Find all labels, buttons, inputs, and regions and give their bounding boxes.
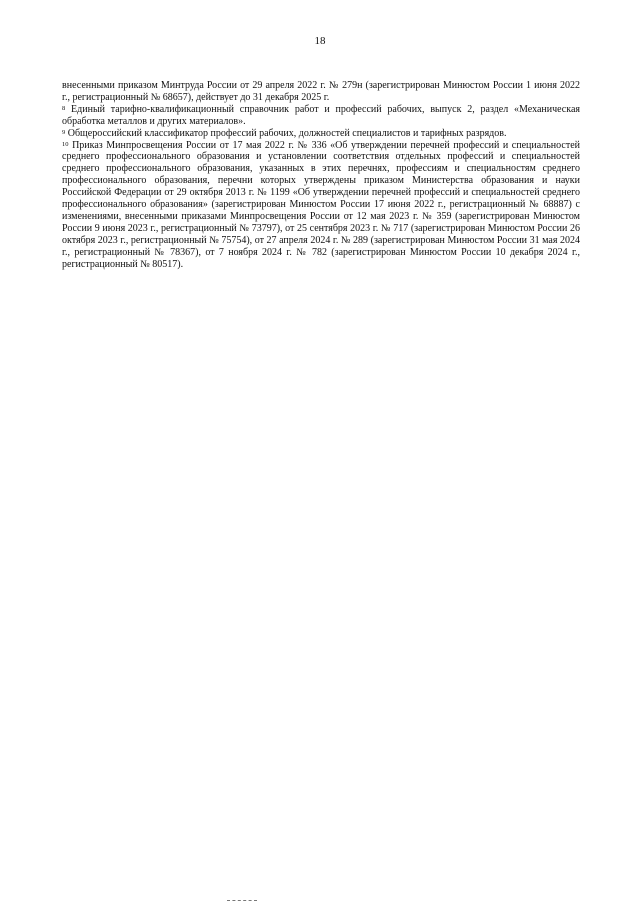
bottom-scan-mark bbox=[227, 900, 257, 902]
page-number: 18 bbox=[314, 35, 326, 47]
footnote-8 bbox=[62, 104, 580, 128]
footnotes-section bbox=[62, 80, 580, 271]
footnote-text: Приказ Минпросвещения России от 17 мая 2022 г. № 336 «Об утверждении перечней профессий и специальностей среднего профессионального образования и установлении соответствия отдельных профессий и специальностей среднего профессионального образования, указанных в этих перечнях, профессиям и специальностям среднего профессионального образования, перечни которых утверждены приказом Министерства образования и науки Российской Федерации от 29 октября 2013 г. № 1199 «Об утверждении перечней профессий и специальностей среднего профессионального образования» (зарегистрирован Минюстом России 17 июня 2022 г., регистрационный № 68887) с изменениями, внесенными приказами Минпросвещения России от 12 мая 2023 г. № 359 (зарегистрирован Минюстом России 9 июня 2023 г., регистрационный № 73797), от 25 сентября 2023 г. № 717 (зарегистрирован Минюстом России 26 октября 2023 г., регистрационный № 75754), от 27 апреля 2024 г. № 289 (зарегистрирован Минюстом России 31 мая 2024 г., регистрационный № 78367), от 7 ноября 2024 г. № 782 (зарегистрирован Минюстом России 10 декабря 2024 г., регистрационный № 80517). bbox=[62, 139, 581, 270]
footnote-continuation bbox=[62, 80, 580, 104]
footnote-text: Общероссийский классификатор профессий рабочих, должностей специалистов и тарифных разрядов. bbox=[67, 127, 507, 139]
footnote-text: Единый тарифно-квалификационный справочник работ и профессий рабочих, выпуск 2, раздел «Механическая обработка металлов и других материалов». bbox=[62, 103, 580, 127]
footnote-marker: 8 bbox=[62, 104, 66, 112]
footnote-9 bbox=[62, 128, 580, 140]
footnote-text: внесенными приказом Минтруда России от 29 апреля 2022 г. № 279н (зарегистрирован Минюстом России 1 июня 2022 г., регистрационный № 68657), действует до 31 декабря 2025 г. bbox=[62, 80, 580, 103]
footnote-marker: 10 bbox=[62, 140, 69, 148]
footnote-marker: 9 bbox=[62, 128, 66, 136]
footnote-10 bbox=[62, 140, 580, 271]
